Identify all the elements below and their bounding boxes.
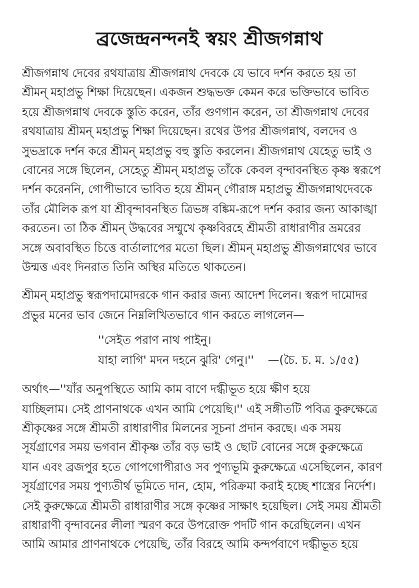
paragraph-line: শ্রীমন্‌ মহাপ্রভু শিক্ষা দিয়েছেন। একজন শুদ্ধভক্ত কেমন করে ভক্তিভাবে ভাবিত <box>22 85 369 100</box>
verse-line-2-text: যাহা লাগি' মদন দহনে ঝুরি' গেনু।'' <box>98 352 254 367</box>
verse-line-2 <box>22 351 397 370</box>
paragraph-line: যাচ্ছিলাম। সেই প্রাণনাথকে এখন আমি পেয়েছি।'' এই সঙ্গীতটি পবিত্র কুরুক্ষেত্রে <box>22 401 378 416</box>
verse-reference: —(চৈ. চ. ম. ১/৫৫) <box>267 352 360 367</box>
paragraph-line: প্রভুর মনের ভাব জেনে নিম্নলিখিতভাবে গান করতে লাগলেন— <box>22 307 305 322</box>
paragraph-2 <box>22 286 397 325</box>
paragraph-1 <box>22 64 397 277</box>
paragraph-line: অর্থাৎ—''যাঁর অনুপস্থিতে আমি কাম বাণে দগ্ধীভূত হয়ে ক্ষীণ হয়ে <box>22 382 311 397</box>
paragraph-line: সূর্যগ্রাণের সময় ভগবান শ্রীকৃষ্ণ তাঁর বড় ভাই ও ছোট বোনের সঙ্গে কুরুক্ষেত্রে <box>22 440 363 455</box>
paragraph-line: দর্শন করেননি, গোপীভাবে ভাবিত হয়ে শ্রীমন্‌ গৌরাঙ্গ মহাপ্রভু শ্রীজগন্নাথদেবকে <box>22 182 373 197</box>
paragraph-line: উন্মত্ত এবং দিনরাত তিনি অস্থির মতিতে থাকতেন। <box>22 260 247 275</box>
paragraph-line: তাঁর মৌলিক রূপ যা শ্রীবৃন্দাবনস্থিত ত্রিভঙ্গ বঙ্কিম-রূপে দর্শন করার জন্য আকাঙ্খা <box>22 201 377 216</box>
page-title: ব্রজেন্দ্রনন্দনই স্বয়ং শ্রীজগন্নাথ <box>96 28 323 50</box>
paragraph-line: করতেন। তা ঠিক শ্রীমন্‌ উদ্ধবের সম্মুখে কৃষ্ণবিরহে শ্রীমতী রাধারাণীর ভ্রমরের <box>22 221 361 236</box>
paragraph-line: সুভদ্রাকে দর্শন করে শ্রীমন্‌ মহাপ্রভু বহু স্তুতি করলেন। শ্রীজগন্নাথ যেহেতু ভাই ও <box>22 143 373 158</box>
paragraph-line: সেই কুরুক্ষেত্রে শ্রীমতী রাধারাণীর সঙ্গে কৃষ্ণের সাক্ষাৎ হয়েছিল। সেই সময় শ্রীমতী <box>22 498 382 513</box>
paragraph-line: বোনের সঙ্গে ছিলেন, সেহেতু শ্রীমন্‌ মহাপ্রভু তাঁকে কেবল বৃন্দাবনস্থিত কৃষ্ণ স্বরূপে <box>22 163 381 178</box>
paragraph-line: শ্রীমন্‌ মহাপ্রভু স্বরূপদামোদরকে গান করার জন্য আদেশ দিলেন। স্বরূপ দামোদর <box>22 288 368 303</box>
paragraph-line: সঙ্গে অবাবস্থিত চিত্তে বার্তালাপের মতো ছিল। শ্রীমন্‌ মহাপ্রভু শ্রীজগন্নাথের ভাবে <box>22 240 377 255</box>
paragraph-line: রাধারাণী বৃন্দাবনের লীলা স্মরণ করে উপরোক্ত পদটি গান করেছিলেন। এখন <box>22 517 361 532</box>
paragraph-3 <box>22 380 397 555</box>
paragraph-line: আমি আমার প্রাণনাথকে পেয়েছি, তাঁর বিরহে আমি কন্দর্পবাণে দগ্ধীভূত হয়ে <box>22 537 359 552</box>
verse-block <box>22 331 397 370</box>
paragraph-line: শ্রীজগন্নাথ দেবের রথযাত্রায় শ্রীজগন্নাথ দেবকে যে ভাবে দর্শন করতে হয় তা <box>22 66 357 80</box>
paragraph-gap <box>22 277 397 286</box>
paragraph-line: হয়ে শ্রীজগন্নাথ দেবকে স্তুতি করেন, তাঁর গুণগান করেন, তা শ্রীজগন্নাথ দেবের <box>22 104 370 119</box>
paragraph-line: যান এবং ব্রজপুর হতে গোপগোপীরাও সব পুণ্যভূমি কুরুক্ষেত্রে এসেছিলেন, কারণ <box>22 459 383 474</box>
paragraph-line: রথযাত্রায় শ্রীমন্‌ মহাপ্রভু শিক্ষা দিয়েছেন। রথের উপর শ্রীজগন্নাথ, বলদেব ও <box>22 124 358 139</box>
paragraph-line: শ্রীকৃষ্ণের সঙ্গে শ্রীমতী রাধারাণীর মিলনের সূচনা প্রদান করছে। এক সময় <box>22 420 342 435</box>
verse-line-1: ''সেইত পরাণ নাথ পাইনু। <box>98 333 212 348</box>
paragraph-line: সূর্যগ্রাণের সময় পুণ্যতীর্থ ভূমিতে দান, হোম, পরিক্রমা করাই হচ্ছে শাস্ত্রের নির্দেশ। <box>22 479 376 494</box>
